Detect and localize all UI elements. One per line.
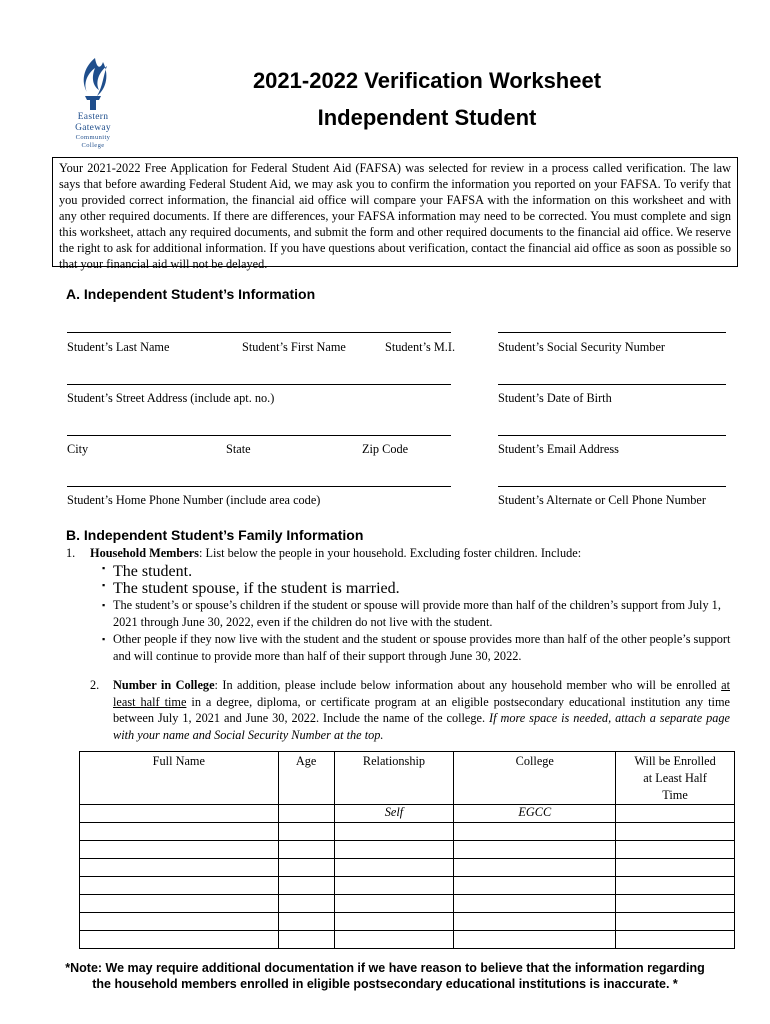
table-row [80,859,735,877]
item-1-number: 1. [66,546,76,560]
item-2-underline-a: at [721,678,730,692]
cell-relationship[interactable] [334,859,454,877]
documentation-note [60,960,710,992]
bullet-icon: ▪ [102,563,106,573]
ssn-label: Student’s Social Security Number [498,340,666,354]
cell-enrolled[interactable] [616,841,735,859]
item-2-italic-note: If more space is needed, attach a separate page with your name and Social Security Number at the top. [113,711,730,742]
note-line-2: the household members enrolled in eligible postsecondary educational institutions is inaccurate. * [92,977,678,991]
cell-age[interactable] [278,859,334,877]
item-2-number: 2. [90,678,100,692]
logo-line-2: Gateway [75,123,111,133]
table-row [80,841,735,859]
cell-age[interactable] [278,913,334,931]
flame-logo-icon [73,56,113,112]
bullet-text: The student. [113,563,193,580]
cell-relationship[interactable] [334,823,454,841]
header-relationship: Relationship [334,752,454,805]
cell-college[interactable] [454,913,616,931]
table-row [80,895,735,913]
ssn-field-line[interactable] [498,332,726,333]
bullet-text: Other people if they now live with the student and the student or spouse provides more than half of the other people’s support and will continue to provide more than half of their support through June 30, 2022. [113,632,731,663]
cell-relationship[interactable] [334,841,454,859]
cell-college[interactable] [454,841,616,859]
cell-college[interactable] [454,859,616,877]
cell-age[interactable] [278,877,334,895]
street-field-line[interactable] [67,384,451,385]
note-line-1: *Note: We may require additional documentation if we have reason to believe that the information regarding [65,961,705,975]
title-line-1: 2021-2022 Verification Worksheet [252,68,602,93]
logo-wordmark [62,112,124,150]
list-item [102,563,732,581]
header-enrolled-half-time [616,752,735,805]
home-phone-field-line[interactable] [67,486,451,487]
city-state-zip-field-line[interactable] [67,435,451,436]
cell-enrolled[interactable] [616,823,735,841]
cell-age[interactable] [278,895,334,913]
title-line-2: Independent Student [317,105,537,130]
cell-age[interactable] [278,841,334,859]
cell-full-name[interactable] [80,823,279,841]
household-table [79,751,735,949]
state-label: State [226,442,251,456]
header-age: Age [278,752,334,805]
cell-phone-field-line[interactable] [498,486,726,487]
first-name-label: Student’s First Name [242,340,346,354]
household-members-item [66,545,736,562]
college-logo [62,56,124,166]
cell-full-name[interactable] [80,877,279,895]
page-title [140,62,714,136]
cell-age[interactable] [278,823,334,841]
bullet-icon: ▪ [102,600,106,610]
logo-line-3: Community [75,134,111,141]
cell-enrolled[interactable] [616,895,735,913]
header-enrolled-line-1: Will be Enrolled [634,754,716,768]
cell-full-name[interactable] [80,841,279,859]
list-item [102,631,732,664]
item-1-title: Household Members [90,546,199,560]
item-2-underline-b: least half time [113,694,187,709]
cell-college[interactable] [454,895,616,913]
section-b-heading: B. Independent Student’s Family Information [66,527,364,543]
cell-college[interactable] [454,877,616,895]
header-enrolled-line-3: Time [662,788,688,802]
cell-relationship[interactable] [334,931,454,949]
cell-college: EGCC [454,805,616,823]
table-row [80,823,735,841]
item-2-text-b: in a degree, diploma, or certificate program at an eligible postsecondary educational institution any time between July 1, 2021 and June 30, 2022. Include the name of the college. [113,694,730,725]
logo-line-4: College [81,142,105,149]
table-row [80,805,735,823]
city-label: City [67,442,89,456]
header-enrolled-line-2: at Least Half [643,771,707,785]
list-item [102,597,732,630]
street-label: Student’s Street Address (include apt. no.) [67,391,275,405]
cell-full-name[interactable] [80,895,279,913]
cell-full-name[interactable] [80,859,279,877]
cell-enrolled[interactable] [616,805,735,823]
list-item [102,580,732,598]
cell-enrolled[interactable] [616,859,735,877]
bullet-icon: ▪ [102,580,106,590]
table-row [80,931,735,949]
cell-college[interactable] [454,823,616,841]
cell-enrolled[interactable] [616,877,735,895]
email-field-line[interactable] [498,435,726,436]
header-college: College [454,752,616,805]
dob-field-line[interactable] [498,384,726,385]
table-row [80,913,735,931]
dob-label: Student’s Date of Birth [498,391,612,405]
cell-full-name[interactable] [80,913,279,931]
cell-enrolled[interactable] [616,931,735,949]
item-1-text: : List below the people in your household. Excluding foster children. Include: [198,546,582,560]
name-field-line[interactable] [67,332,451,333]
cell-relationship[interactable] [334,895,454,913]
bullet-icon: ▪ [102,634,106,644]
cell-relationship[interactable] [334,877,454,895]
home-phone-label: Student’s Home Phone Number (include area code) [67,493,321,507]
section-a-heading: A. Independent Student’s Information [66,286,316,302]
item-2-text-a: : In addition, please include below information about any household member who will be enrolled [214,678,722,692]
cell-enrolled[interactable] [616,913,735,931]
cell-phone-label: Student’s Alternate or Cell Phone Number [498,493,706,507]
zip-label: Zip Code [362,442,409,456]
intro-paragraph: Your 2021-2022 Free Application for Federal Student Aid (FAFSA) was selected for review in a process called verification. The law says that before awarding Federal Student Aid, we may ask you to confirm the information you reported on your FAFSA. To verify that you provided correct information, the financial aid office will compare your FAFSA with the information on this worksheet and with any other required documents. If there are differences, your FAFSA information may need to be corrected. You must complete and sign this worksheet, attach any required documents, and submit the form and other required documents to the financial aid office. We reserve the right to ask for additional information. If you have questions about verification, contact the financial aid office as soon as possible so that your financial aid will not be delayed. [52,157,738,267]
cell-full-name[interactable] [80,931,279,949]
number-in-college-item [90,677,730,743]
cell-age[interactable] [278,805,334,823]
cell-relationship[interactable] [334,913,454,931]
table-header-row [80,752,735,805]
bullet-text: The student’s or spouse’s children if the student or spouse will provide more than half of the children’s support from July 1, 2021 through June 30, 2022, even if the children do not live with the student. [113,598,721,629]
cell-age[interactable] [278,931,334,949]
item-2-title: Number in College [113,678,215,692]
cell-relationship: Self [334,805,454,823]
email-label: Student’s Email Address [498,442,619,456]
cell-full-name[interactable] [80,805,279,823]
cell-college[interactable] [454,931,616,949]
table-row [80,877,735,895]
logo-line-1: Eastern [77,112,109,122]
header-full-name: Full Name [80,752,279,805]
mi-label: Student’s M.I. [385,340,456,354]
last-name-label: Student’s Last Name [67,340,170,354]
bullet-text: The student spouse, if the student is married. [113,580,400,597]
